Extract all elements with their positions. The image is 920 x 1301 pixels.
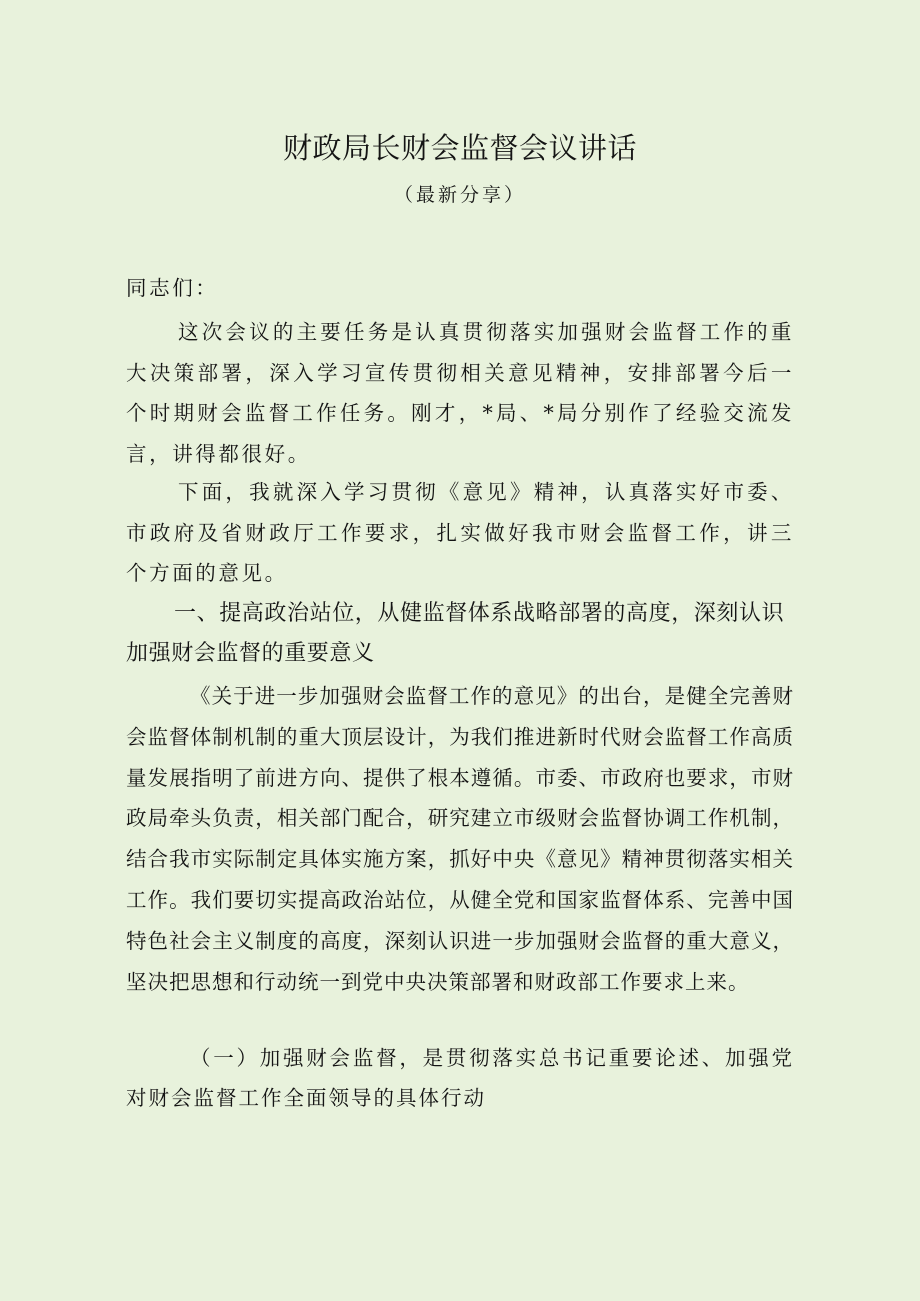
document-title: 财政局长财会监督会议讲话 [282, 131, 637, 165]
salutation: 同志们： [126, 276, 219, 300]
paragraph-outline: 下面，我就深入学习贯彻《意见》精神，认真落实好市委、市政府及省财政厅工作要求，扎实做好我市财会监督工作，讲三个方面的意见。 [126, 480, 794, 585]
paragraph-section-1: 《关于进一步加强财会监督工作的意见》的出台，是健全完善财会监督体制机制的重大顶层设计，为我们推进新时代财会监督工作高质量发展指明了前进方向、提供了根本遵循。市委、市政府也要求，市财政局牵头负责，相关部门配合，研究建立市级财会监督协调工作机制，结合我市实际制定具体实施方案，抓好中央《意见》精神贯彻落实相关工作。我们要切实提高政治站位，从健全党和国家监督体系、完善中国特色社会主义制度的高度，深刻认识进一步加强财会监督的重大意义，坚决把思想和行动统一到党中央决策部署和财政部工作要求上来。 [126, 684, 794, 994]
document-subtitle: （最新分享） [393, 184, 526, 206]
paragraph-intro: 这次会议的主要任务是认真贯彻落实加强财会监督工作的重大决策部署，深入学习宣传贯彻相关意见精神，安排部署今后一个时期财会监督工作任务。刚才，*局、*局分别作了经验交流发言，讲得都很好。 [126, 320, 794, 466]
subsection-heading-1: （一）加强财会监督，是贯彻落实总书记重要论述、加强党对财会监督工作全面领导的具体行动 [126, 1046, 794, 1110]
section-heading-1: 一、提高政治站位，从健监督体系战略部署的高度，深刻认识加强财会监督的重要意义 [126, 601, 785, 666]
